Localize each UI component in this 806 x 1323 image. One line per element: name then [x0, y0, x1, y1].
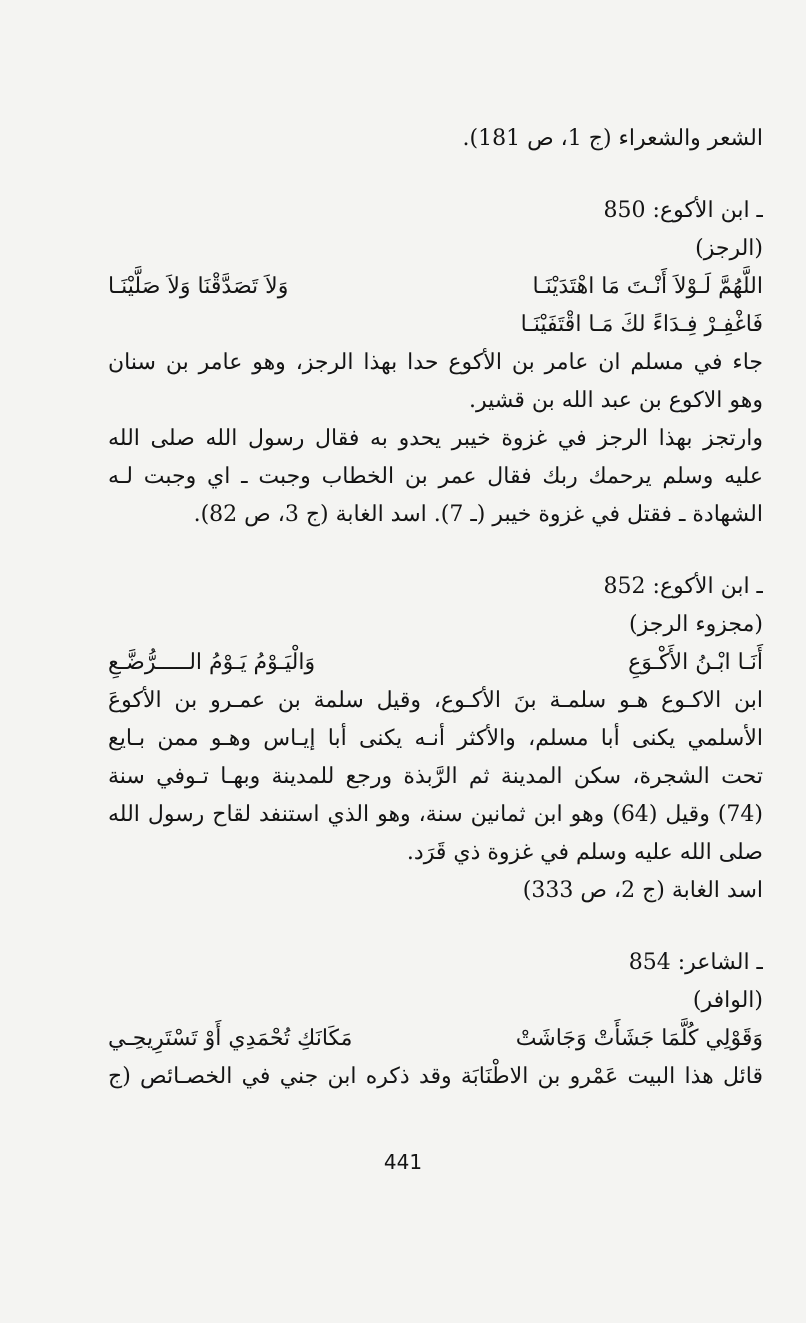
hemistich-first: وَقَوْلِي كُلَّمَا جَشَأَتْ وَجَاشَتْ [515, 1026, 763, 1051]
meter-label: (الرجز) [695, 236, 763, 261]
paragraph-line: جاء في مسلم ان عامر بن الأكوع حدا بهذا الرجز، وهو عامر بن سنان [108, 350, 763, 375]
verse-line [108, 644, 763, 682]
entry-850 [108, 192, 763, 534]
paragraph-line: (74) وقيل (64) وهو ابن ثمانين سنة، وهو الذي استنفد لقاح رسول الله [108, 802, 763, 827]
entry-heading: ـ ابن الأكوع: 852 [603, 574, 763, 599]
hemistich-first: أَنَـا ابْـنُ الأَكْـوَعِ [628, 650, 763, 675]
verse-line [108, 268, 763, 306]
paragraph-line: وارتجز بهذا الرجز في غزوة خيبر يحدو به فقال رسول الله صلى الله [108, 426, 763, 451]
hemistich-second: وَلاَ تَصَدَّقْنَا وَلاَ صَلَّيْنَـا [108, 274, 289, 299]
document-body [108, 120, 763, 1096]
paragraph-line: صلى الله عليه وسلم في غزوة ذي قَرَد. [406, 840, 763, 865]
entry-852 [108, 568, 763, 910]
paragraph-line: قائل هذا البيت عَمْرو بن الاطْنَابَة وقد ذكره ابن جني في الخصـائص (ج [108, 1064, 763, 1089]
paragraph-line: تحت الشجرة، سكن المدينة ثم الرَّبذة ورجع للمدينة وبهـا تـوفي سنة [108, 764, 763, 789]
hemistich-second: مَكَانَكِ تُحْمَدِي أَوْ تَسْتَرِيحِـي [108, 1026, 353, 1051]
paragraph-line: ابن الاكـوع هـو سلمـة بنَ الأكـوع، وقيل سلمة بن عمـرو بن الأكوعَ [108, 688, 763, 713]
entry-heading: ـ ابن الأكوع: 850 [603, 198, 763, 223]
citation-line: اسد الغابة (ج 2، ص 333) [522, 878, 763, 903]
paragraph-line: وهو الاكوع بن عبد الله بن قشير. [468, 388, 763, 413]
hemistich-second: وَالْيَـوْمُ يَـوْمُ الـــــرُّضَّـعِ [108, 650, 316, 675]
paragraph-line: الأسلمي يكنى أبا مسلم، والأكثر أنـه يكنى أبا إيـاس وهـو ممن بـايع [108, 726, 763, 751]
page-number: 441 [383, 1150, 423, 1174]
meter-label: (مجزوء الرجز) [629, 612, 763, 637]
paragraph-line: الشهادة ـ فقتل في غزوة خيبر (ـ 7). اسد الغابة (ج 3، ص 82). [193, 502, 763, 527]
verse-line [108, 1020, 763, 1058]
entry-heading: ـ الشاعر: 854 [628, 950, 763, 975]
entry-854 [108, 944, 763, 1096]
hemistich-first: اللَّهُمَّ لَـوْلاَ أَنْـتَ مَا اهْتَدَيْنَـا [532, 274, 763, 299]
meter-label: (الوافر) [692, 988, 763, 1013]
verse-line: فَاغْفِـرْ فِـدَاءً لكَ مَـا اقْتَفَيْنَـا [520, 312, 763, 337]
paragraph-line: عليه وسلم يرحمك ربك فقال عمر بن الخطاب وجبت ـ اي وجبت لـه [108, 464, 763, 489]
source-line: الشعر والشعراء (ج 1، ص 181). [462, 126, 763, 151]
